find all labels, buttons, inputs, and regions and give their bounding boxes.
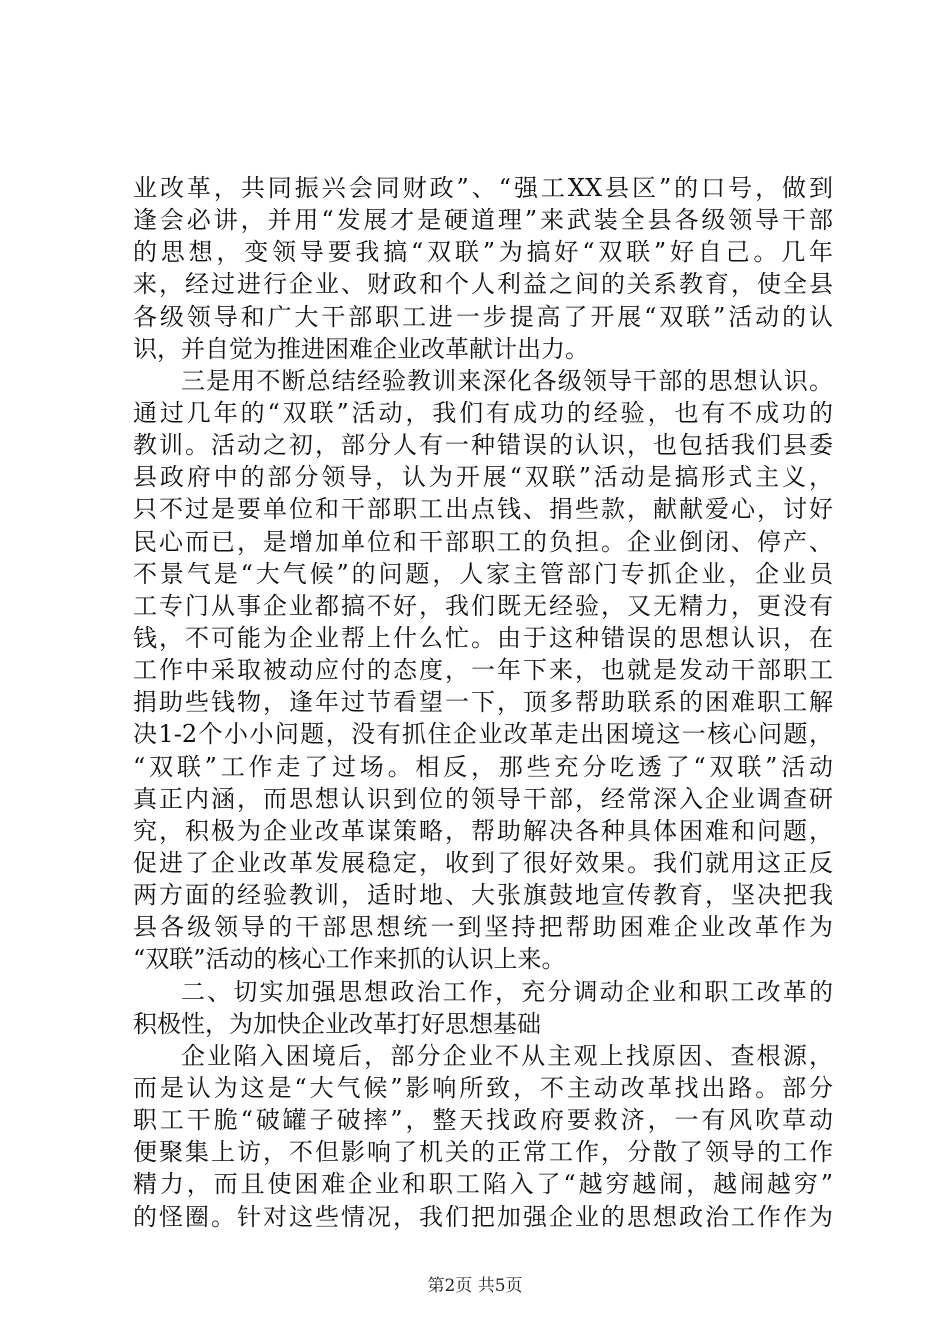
text-line: 促进了企业改革发展稳定，收到了很好效果。我们就用这正反	[133, 848, 833, 877]
text-line: 究，积极为企业改革谋策略，帮助解决各种具体困难和问题，	[133, 816, 833, 845]
text-line: 三是用不断总结经验教训来深化各级领导干部的思想认识。	[181, 366, 833, 395]
text-line: 只不过是要单位和干部职工出点钱、捐些款，献献爱心，讨好	[133, 495, 833, 524]
text-line: 钱，不可能为企业帮上什么忙。由于这种错误的思想认识，在	[133, 623, 833, 652]
text-line: 县政府中的部分领导，认为开展“双联”活动是搞形式主义，	[133, 463, 833, 492]
text-line: 来，经过进行企业、财政和个人利益之间的关系教育，使全县	[133, 270, 833, 299]
text-line: 各级领导和广大干部职工进一步提高了开展“双联”活动的认	[133, 302, 833, 331]
text-line: 捐助些钱物，逢年过节看望一下，顶多帮助联系的困难职工解	[133, 688, 833, 717]
text-line: 两方面的经验教训，适时地、大张旗鼓地宣传教育，坚决把我	[133, 881, 833, 910]
document-body	[133, 172, 833, 1233]
text-line: 教训。活动之初，部分人有一种错误的认识，也包括我们县委	[133, 431, 833, 460]
text-line: 工作中采取被动应付的态度，一年下来，也就是发动干部职工	[133, 656, 833, 685]
text-line: 而是认为这是“大气候”影响所致，不主动改革找出路。部分	[133, 1073, 833, 1102]
text-line: 决1-2个小小问题，没有抓住企业改革走出困境这一核心问题，	[133, 720, 833, 749]
text-line: 企业陷入困境后，部分企业不从主观上找原因、查根源，	[181, 1041, 833, 1070]
text-line: 积极性，为加快企业改革打好思想基础	[133, 1009, 541, 1038]
text-line: 工专门从事企业都搞不好，我们既无经验，又无精力，更没有	[133, 591, 833, 620]
text-line: 识，并自觉为推进困难企业改革献计出力。	[133, 334, 589, 363]
text-line: 逢会必讲，并用“发展才是硬道理”来武装全县各级领导干部	[133, 206, 833, 235]
text-line: 县各级领导的干部思想统一到坚持把帮助困难企业改革作为	[133, 913, 833, 942]
text-line: 便聚集上访，不但影响了机关的正常工作，分散了领导的工作	[133, 1138, 833, 1167]
text-line: 职工干脆“破罐子破摔”，整天找政府要救济，一有风吹草动	[133, 1106, 833, 1135]
text-line: “双联”工作走了过场。相反，那些充分吃透了“双联”活动	[133, 752, 833, 781]
text-line: 民心而已，是增加单位和干部职工的负担。企业倒闭、停产、	[133, 527, 833, 556]
text-line: 通过几年的“双联”活动，我们有成功的经验，也有不成功的	[133, 398, 833, 427]
text-line: 的思想，变领导要我搞“双联”为搞好“双联”好自己。几年	[133, 238, 833, 267]
text-line: “双联”活动的核心工作来抓的认识上来。	[133, 945, 566, 974]
text-line: 业改革，共同振兴会同财政”、“强工XX县区”的口号，做到	[133, 174, 833, 202]
page-footer: 第2页 共5页	[427, 1276, 523, 1296]
text-line: 的怪圈。针对这些情况，我们把加强企业的思想政治工作作为	[133, 1202, 833, 1231]
text-line: 不景气是“大气候”的问题，人家主管部门专抓企业，企业员	[133, 559, 833, 588]
text-line: 二、切实加强思想政治工作，充分调动企业和职工改革的	[181, 977, 833, 1006]
text-line: 真正内涵，而思想认识到位的领导干部，经常深入企业调查研	[133, 784, 833, 813]
text-line: 精力，而且使困难企业和职工陷入了“越穷越闹，越闹越穷”	[133, 1170, 833, 1199]
